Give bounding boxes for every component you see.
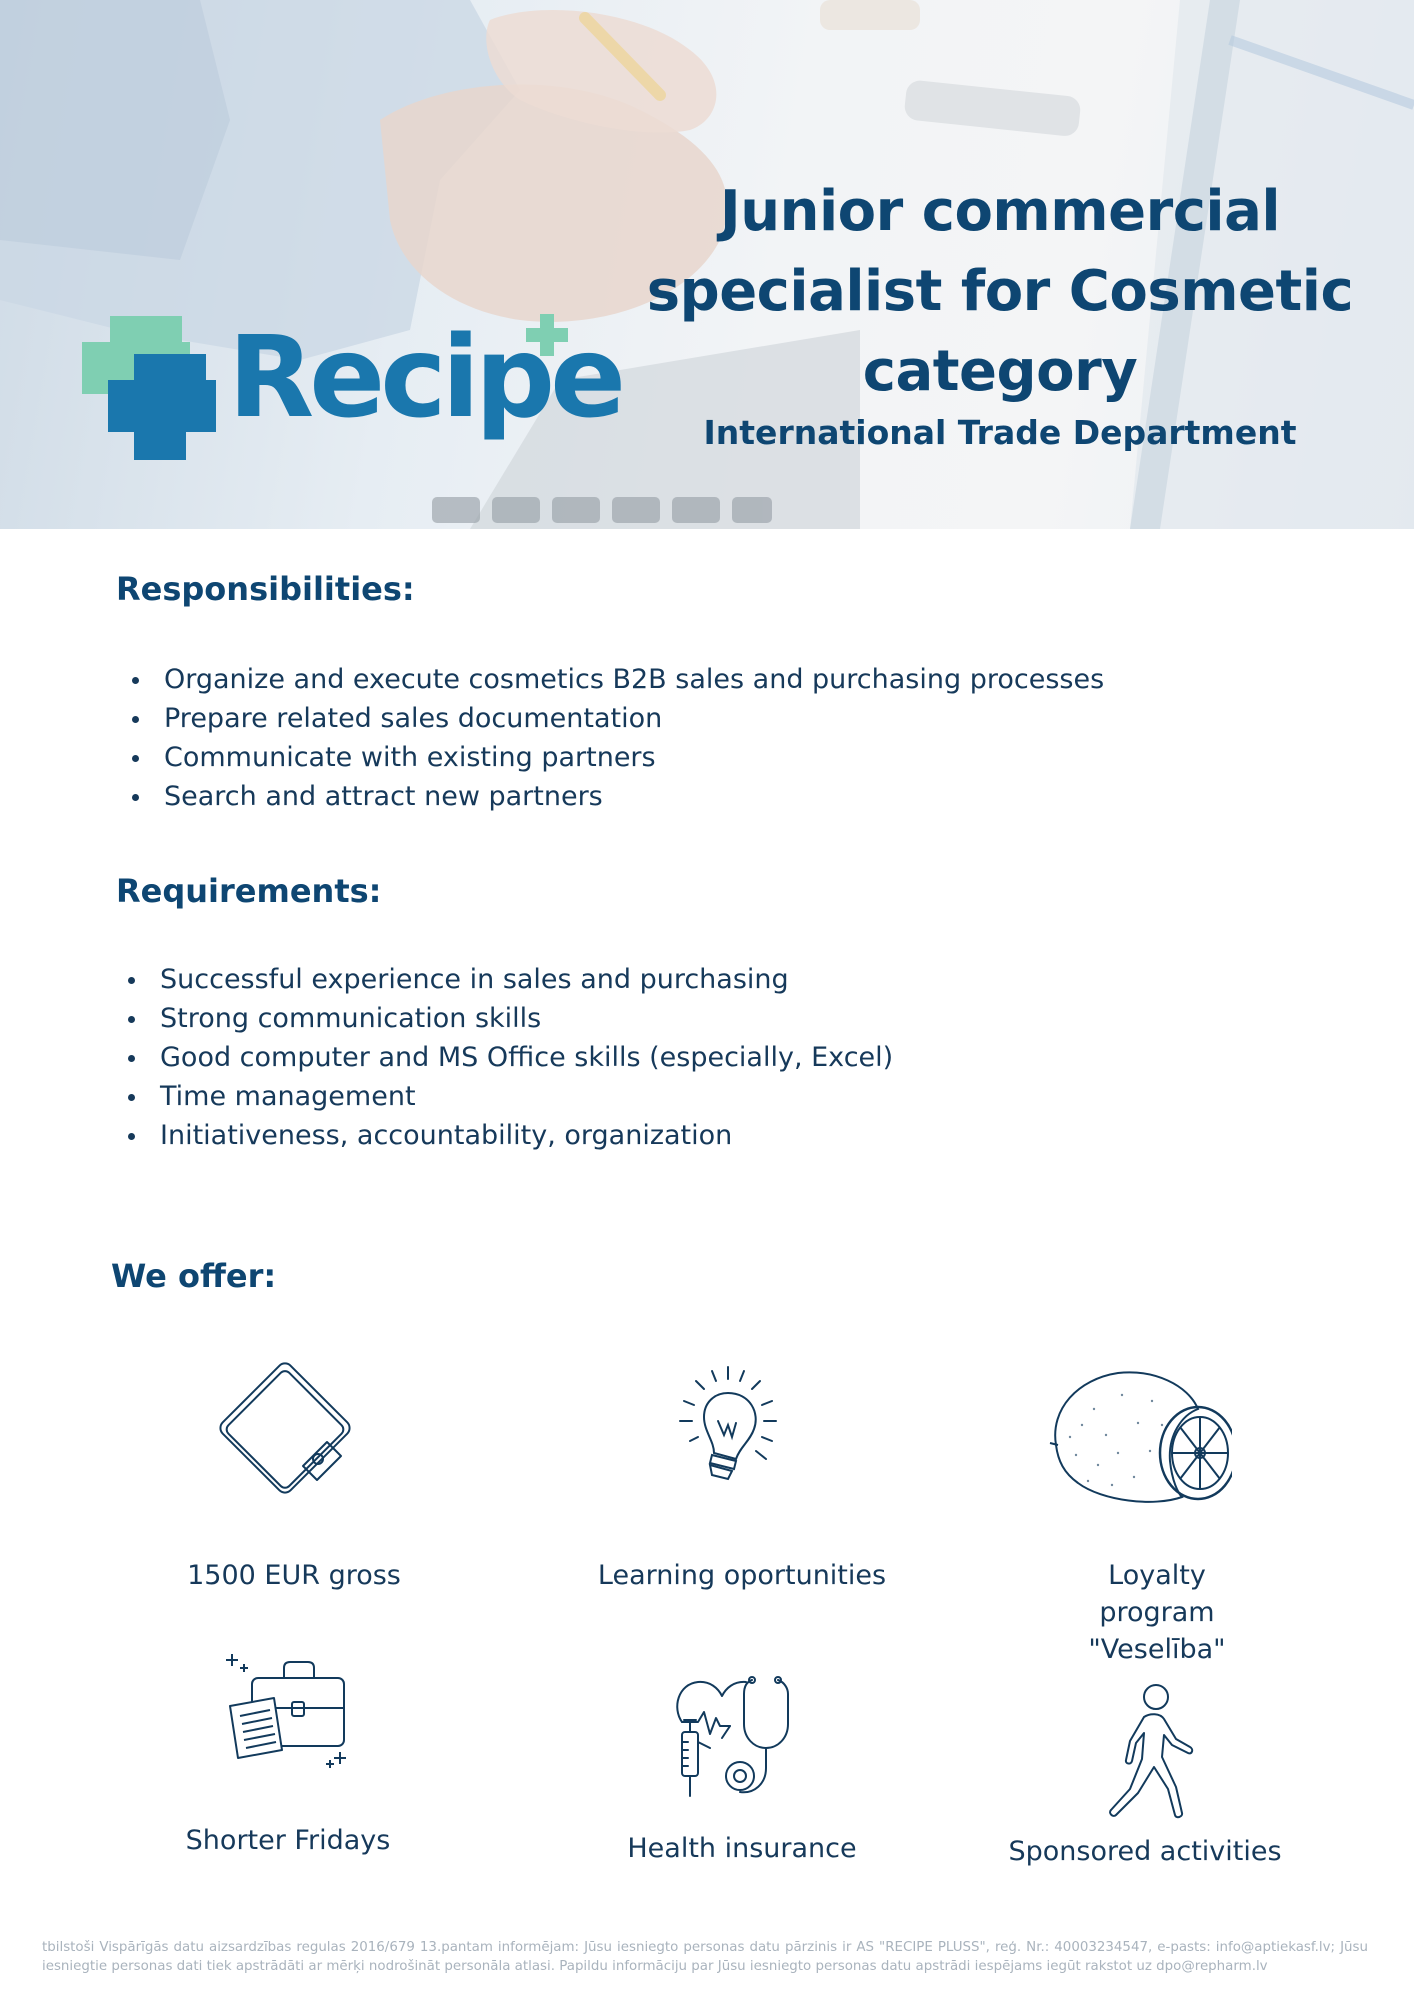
briefcase-icon (222, 1650, 352, 1770)
privacy-notice: tbilstoši Vispārīgās datu aizsardzības regulas 2016/679 13.pantam informējam: Jūsu iesniegto personas datu pārzinis ir AS "RECIPE PLUSS", reģ. Nr.: 40003234547, e-pasts: info@aptiekasf.lv; Jūsu iesniegtie personas dati tiek apstrādāti ar mērķi nodrošināt personāla atlasi. Papildu informāciju par Jūsu iesniegto personas datu apstrādi iespējams iegūt rakstot uz dpo@repharm.lv (42, 1940, 1368, 1974)
stethoscope-icon (668, 1672, 798, 1802)
offer-label-health: Health insurance (627, 1833, 857, 1864)
lemon-icon (1042, 1365, 1232, 1505)
logo-wordmark: Recipe (228, 313, 622, 443)
list-item: Search and attract new partners (130, 777, 1104, 816)
department-subtitle: International Trade Department (703, 413, 1297, 452)
list-item: Prepare related sales documentation (130, 699, 1104, 738)
list-item: Communicate with existing partners (130, 738, 1104, 777)
page-title: Junior commercial specialist for Cosmetic category (646, 179, 1354, 404)
list-item: Good computer and MS Office skills (especially, Excel) (126, 1038, 893, 1077)
requirements-heading: Requirements: (116, 872, 382, 910)
list-item: Initiativeness, accountability, organization (126, 1116, 893, 1155)
lightbulb-icon (668, 1365, 788, 1495)
wallet-icon (205, 1348, 365, 1508)
responsibilities-list (130, 660, 1104, 816)
list-item: Successful experience in sales and purchasing (126, 960, 893, 999)
list-item: Organize and execute cosmetics B2B sales and purchasing processes (130, 660, 1104, 699)
list-item: Time management (126, 1077, 893, 1116)
requirements-list (126, 960, 893, 1155)
list-item: Strong communication skills (126, 999, 893, 1038)
offer-label-activities: Sponsored activities (1008, 1836, 1282, 1867)
hero-banner (0, 0, 1414, 529)
offer-label-salary: 1500 EUR gross (187, 1560, 401, 1591)
offer-label-learning: Learning oportunities (597, 1560, 887, 1591)
responsibilities-heading: Responsibilities: (116, 570, 415, 608)
walking-person-icon (1098, 1683, 1198, 1819)
offer-heading: We offer: (111, 1257, 277, 1295)
offer-label-fridays: Shorter Fridays (185, 1825, 391, 1856)
offer-label-loyalty: Loyalty program "Veselība" (1088, 1560, 1226, 1665)
recipe-logo (80, 313, 622, 464)
